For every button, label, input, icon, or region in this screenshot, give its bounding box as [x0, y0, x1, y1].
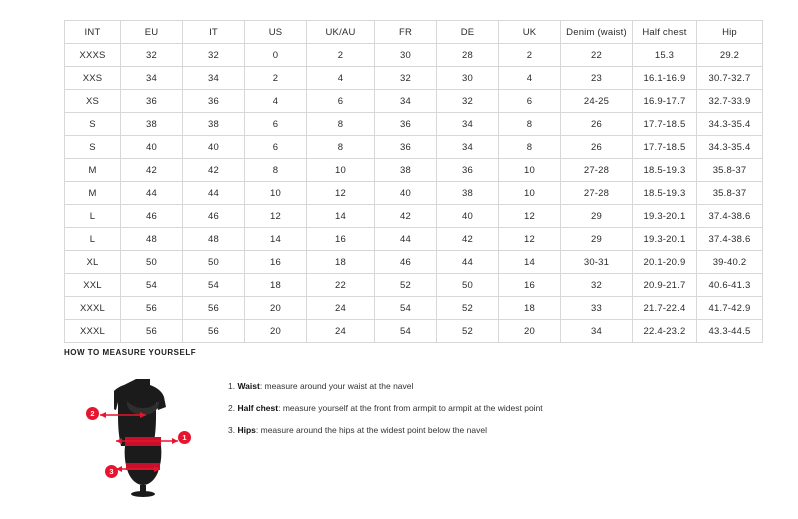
cell-us: 8: [245, 159, 307, 182]
cell-uk: 16: [499, 274, 561, 297]
cell-it: 34: [183, 67, 245, 90]
table-header: [65, 21, 763, 44]
column-header-it: IT: [183, 21, 245, 44]
cell-uk-au: 4: [307, 67, 375, 90]
table-row: [65, 320, 763, 343]
cell-eu: 44: [121, 182, 183, 205]
cell-denim-waist: 34: [561, 320, 633, 343]
cell-us: 12: [245, 205, 307, 228]
cell-it: 46: [183, 205, 245, 228]
cell-hip: 34.3-35.4: [697, 136, 763, 159]
measurement-note-half-chest: [228, 403, 543, 413]
note-text-hips: : measure around the hips at the widest point below the navel: [255, 425, 487, 436]
cell-it: 32: [183, 44, 245, 67]
cell-uk-au: 18: [307, 251, 375, 274]
table-row: [65, 67, 763, 90]
cell-int: S: [65, 136, 121, 159]
cell-uk-au: 10: [307, 159, 375, 182]
cell-uk-au: 22: [307, 274, 375, 297]
cell-int: M: [65, 159, 121, 182]
marker-2: 2: [86, 407, 99, 420]
cell-denim-waist: 32: [561, 274, 633, 297]
cell-it: 56: [183, 297, 245, 320]
cell-int: L: [65, 205, 121, 228]
cell-de: 44: [437, 251, 499, 274]
cell-us: 10: [245, 182, 307, 205]
column-header-fr: FR: [375, 21, 437, 44]
cell-fr: 36: [375, 113, 437, 136]
cell-fr: 32: [375, 67, 437, 90]
cell-us: 14: [245, 228, 307, 251]
cell-uk: 10: [499, 159, 561, 182]
cell-uk-au: 6: [307, 90, 375, 113]
cell-it: 38: [183, 113, 245, 136]
cell-denim-waist: 29: [561, 228, 633, 251]
cell-hip: 35.8-37: [697, 182, 763, 205]
column-header-us: US: [245, 21, 307, 44]
how-to-measure-body: [64, 367, 744, 509]
size-chart-table: [64, 20, 763, 343]
cell-de: 52: [437, 297, 499, 320]
column-header-half-chest: Half chest: [633, 21, 697, 44]
cell-uk: 4: [499, 67, 561, 90]
cell-fr: 40: [375, 182, 437, 205]
cell-denim-waist: 26: [561, 113, 633, 136]
cell-int: XS: [65, 90, 121, 113]
cell-us: 16: [245, 251, 307, 274]
table-body: [65, 44, 763, 343]
marker-3: 3: [105, 465, 118, 478]
note-text-waist: : measure around your waist at the navel: [259, 381, 414, 391]
table-row: [65, 297, 763, 320]
cell-half-chest: 17.7-18.5: [633, 113, 697, 136]
cell-half-chest: 20.1-20.9: [633, 251, 697, 274]
cell-fr: 44: [375, 228, 437, 251]
cell-it: 40: [183, 136, 245, 159]
cell-denim-waist: 24-25: [561, 90, 633, 113]
cell-half-chest: 18.5-19.3: [633, 182, 697, 205]
cell-half-chest: 16.1-16.9: [633, 67, 697, 90]
cell-de: 30: [437, 67, 499, 90]
cell-de: 52: [437, 320, 499, 343]
column-header-uk: UK: [499, 21, 561, 44]
cell-int: S: [65, 113, 121, 136]
cell-uk: 18: [499, 297, 561, 320]
cell-it: 54: [183, 274, 245, 297]
cell-half-chest: 19.3-20.1: [633, 205, 697, 228]
cell-int: XXXS: [65, 44, 121, 67]
cell-de: 28: [437, 44, 499, 67]
cell-half-chest: 16.9-17.7: [633, 90, 697, 113]
cell-half-chest: 17.7-18.5: [633, 136, 697, 159]
cell-denim-waist: 33: [561, 297, 633, 320]
note-index-1: 1.: [228, 381, 236, 391]
cell-hip: 30.7-32.7: [697, 67, 763, 90]
cell-uk: 10: [499, 182, 561, 205]
note-text-half-chest: : measure yourself at the front from armpit to armpit at the widest point: [278, 403, 543, 414]
note-index-3: 3.: [228, 425, 236, 436]
cell-denim-waist: 27-28: [561, 182, 633, 205]
note-term-waist: Waist: [237, 381, 260, 391]
cell-int: XXS: [65, 67, 121, 90]
cell-denim-waist: 30-31: [561, 251, 633, 274]
cell-half-chest: 21.7-22.4: [633, 297, 697, 320]
cell-hip: 35.8-37: [697, 159, 763, 182]
table-row: [65, 136, 763, 159]
cell-de: 34: [437, 113, 499, 136]
column-header-uk-au: UK/AU: [307, 21, 375, 44]
cell-us: 20: [245, 297, 307, 320]
cell-us: 4: [245, 90, 307, 113]
cell-fr: 54: [375, 297, 437, 320]
column-header-de: DE: [437, 21, 499, 44]
cell-eu: 54: [121, 274, 183, 297]
cell-hip: 43.3-44.5: [697, 320, 763, 343]
column-header-hip: Hip: [697, 21, 763, 44]
cell-de: 38: [437, 182, 499, 205]
cell-uk: 12: [499, 228, 561, 251]
cell-hip: 41.7-42.9: [697, 297, 763, 320]
cell-eu: 50: [121, 251, 183, 274]
table-row: [65, 274, 763, 297]
cell-fr: 52: [375, 274, 437, 297]
how-to-measure-section: [64, 348, 744, 509]
cell-eu: 38: [121, 113, 183, 136]
cell-half-chest: 15.3: [633, 44, 697, 67]
cell-fr: 54: [375, 320, 437, 343]
cell-de: 36: [437, 159, 499, 182]
table-row: [65, 251, 763, 274]
cell-us: 18: [245, 274, 307, 297]
cell-denim-waist: 29: [561, 205, 633, 228]
column-header-denim-waist: Denim (waist): [561, 21, 633, 44]
cell-int: M: [65, 182, 121, 205]
cell-uk: 12: [499, 205, 561, 228]
cell-uk: 8: [499, 113, 561, 136]
measurement-figure: [86, 369, 206, 509]
table-row: [65, 228, 763, 251]
cell-int: XXXL: [65, 297, 121, 320]
cell-int: XXL: [65, 274, 121, 297]
measurement-note-waist: [228, 381, 543, 391]
cell-denim-waist: 26: [561, 136, 633, 159]
cell-hip: 40.6-41.3: [697, 274, 763, 297]
table-row: [65, 44, 763, 67]
cell-us: 0: [245, 44, 307, 67]
cell-uk: 8: [499, 136, 561, 159]
cell-denim-waist: 23: [561, 67, 633, 90]
cell-fr: 30: [375, 44, 437, 67]
cell-eu: 36: [121, 90, 183, 113]
cell-uk-au: 16: [307, 228, 375, 251]
measurement-notes: [228, 381, 543, 448]
table-row: [65, 159, 763, 182]
cell-fr: 34: [375, 90, 437, 113]
table-row: [65, 205, 763, 228]
cell-denim-waist: 22: [561, 44, 633, 67]
cell-de: 32: [437, 90, 499, 113]
cell-us: 2: [245, 67, 307, 90]
cell-uk-au: 8: [307, 136, 375, 159]
cell-de: 34: [437, 136, 499, 159]
cell-de: 42: [437, 228, 499, 251]
cell-denim-waist: 27-28: [561, 159, 633, 182]
cell-uk: 2: [499, 44, 561, 67]
cell-half-chest: 20.9-21.7: [633, 274, 697, 297]
cell-fr: 42: [375, 205, 437, 228]
measurement-note-hips: [228, 425, 543, 435]
cell-uk-au: 12: [307, 182, 375, 205]
cell-half-chest: 22.4-23.2: [633, 320, 697, 343]
cell-us: 20: [245, 320, 307, 343]
cell-uk: 14: [499, 251, 561, 274]
cell-it: 42: [183, 159, 245, 182]
cell-fr: 36: [375, 136, 437, 159]
note-term-hips: Hips: [237, 425, 256, 436]
cell-uk-au: 24: [307, 297, 375, 320]
cell-it: 50: [183, 251, 245, 274]
cell-us: 6: [245, 136, 307, 159]
column-header-eu: EU: [121, 21, 183, 44]
size-chart-container: [64, 20, 751, 343]
cell-hip: 32.7-33.9: [697, 90, 763, 113]
cell-eu: 32: [121, 44, 183, 67]
cell-uk: 6: [499, 90, 561, 113]
cell-fr: 46: [375, 251, 437, 274]
cell-eu: 40: [121, 136, 183, 159]
cell-eu: 42: [121, 159, 183, 182]
cell-hip: 37.4-38.6: [697, 205, 763, 228]
cell-de: 40: [437, 205, 499, 228]
cell-uk-au: 8: [307, 113, 375, 136]
table-row: [65, 182, 763, 205]
cell-it: 44: [183, 182, 245, 205]
cell-int: L: [65, 228, 121, 251]
cell-it: 56: [183, 320, 245, 343]
table-header-row: [65, 21, 763, 44]
cell-int: XXXL: [65, 320, 121, 343]
column-header-int: INT: [65, 21, 121, 44]
cell-it: 36: [183, 90, 245, 113]
cell-half-chest: 18.5-19.3: [633, 159, 697, 182]
cell-eu: 46: [121, 205, 183, 228]
cell-eu: 34: [121, 67, 183, 90]
cell-uk-au: 14: [307, 205, 375, 228]
cell-fr: 38: [375, 159, 437, 182]
cell-half-chest: 19.3-20.1: [633, 228, 697, 251]
cell-uk-au: 24: [307, 320, 375, 343]
table-row: [65, 113, 763, 136]
marker-1: 1: [178, 431, 191, 444]
cell-uk-au: 2: [307, 44, 375, 67]
cell-hip: 34.3-35.4: [697, 113, 763, 136]
cell-it: 48: [183, 228, 245, 251]
table-row: [65, 90, 763, 113]
cell-eu: 56: [121, 297, 183, 320]
cell-int: XL: [65, 251, 121, 274]
cell-de: 50: [437, 274, 499, 297]
how-to-measure-title: HOW TO MEASURE YOURSELF: [64, 348, 197, 357]
cell-hip: 29.2: [697, 44, 763, 67]
cell-hip: 39-40.2: [697, 251, 763, 274]
cell-eu: 56: [121, 320, 183, 343]
note-index-2: 2.: [228, 403, 236, 414]
cell-hip: 37.4-38.6: [697, 228, 763, 251]
cell-eu: 48: [121, 228, 183, 251]
cell-us: 6: [245, 113, 307, 136]
note-term-half-chest: Half chest: [237, 403, 279, 414]
cell-uk: 20: [499, 320, 561, 343]
